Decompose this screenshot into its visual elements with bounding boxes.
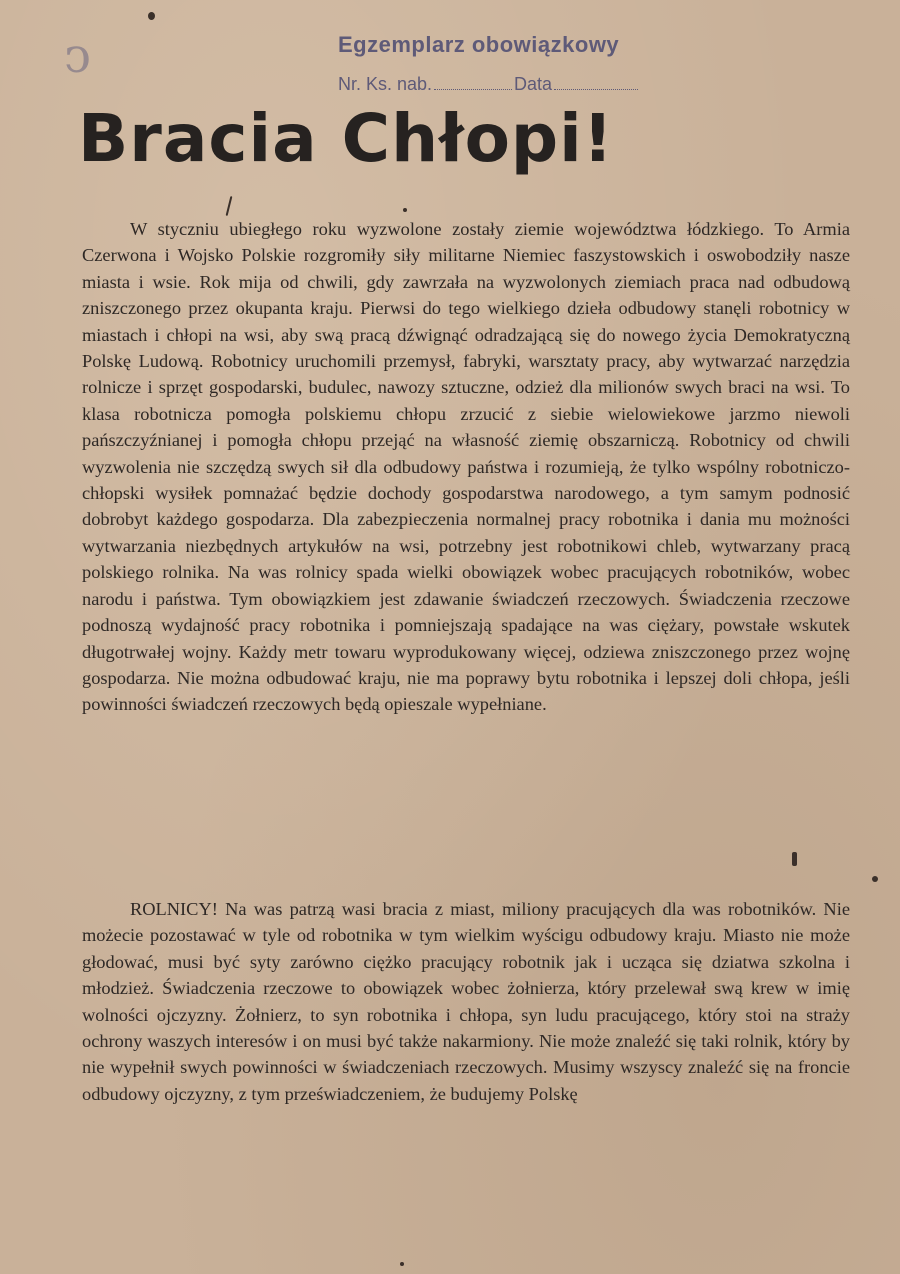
- paragraph-text: ROLNICY! Na was patrzą wasi bracia z miast, miliony pracujących dla was robotników. Nie możecie pozostawać w tyle od robotnika w tym wielkim wyścigu odbudowy kraju. Miasto nie może głodować, musi być syty zarówno ciężko pracujący robotnik jak i ucząca się dziatwa szkolna i młodzież. Świadczenia rzeczowe to obowiązek wobec żołnierza, który przelewał swą krew w imię wolności ojczyzny. Żołnierz, to syn robotnika i chłopa, syn ludu pracującego, który stoi na straży ochrony waszych interesów i on musi być także nakarmiony. Nie może znaleźć się taki rolnik, który by nie wypełnił swych powinności w świadczeniach rzeczowych. Musimy wszyscy znaleźć się na froncie odbudowy ojczyzny, z tym przeświadczeniem, że budujemy Polskę: [82, 899, 850, 1104]
- paper-speck: [403, 208, 407, 212]
- page-title: Bracia Chłopi!: [78, 100, 614, 177]
- paper-speck: [400, 1262, 404, 1266]
- body-paragraph-1: [82, 216, 850, 718]
- library-stamp-fields: [338, 74, 638, 95]
- paper-speck: [148, 12, 155, 20]
- stamp-date-blank: [554, 75, 638, 90]
- stamp-date-label: Data: [514, 74, 553, 94]
- pencil-mark: ↄ: [64, 28, 91, 84]
- stamp-number-label: Nr. Ks. nab.: [338, 74, 433, 94]
- paper-speck: [872, 876, 878, 882]
- paper-speck: [792, 852, 797, 866]
- stamp-number-blank: [434, 75, 512, 90]
- body-paragraph-2: [82, 896, 850, 1107]
- library-stamp-title: Egzemplarz obowiązkowy: [338, 32, 620, 57]
- paragraph-text: W styczniu ubiegłego roku wyzwolone zostały ziemie województwa łódzkiego. To Armia Czerwona i Wojsko Polskie rozgromiły siły militarne Niemiec faszystowskich i oswobodziły nasze miasta i wsie. Rok mija od chwili, gdy zawrzała na wyzwolonych ziemiach praca nad odbudową zniszczonego przez okupanta kraju. Pierwsi do tego wielkiego dzieła odbudowy stanęli robotnicy w miastach i chłopi na wsi, aby swą pracą dźwignąć odradzającą się do nowego życia Demokratyczną Polskę Ludową. Robotnicy uruchomili przemysł, fabryki, warsztaty pracy, aby wytwarzać narzędzia rolnicze i sprzęt gospodarski, budulec, nawozy sztuczne, odzież dla milionów swych braci na wsi. To klasa robotnicza pomogła polskiemu chłopu zrzucić z siebie wielowiekowe jarzmo niewoli pańszczyźnianej i pomogła chłopu przejąć na własność ziemię obszarniczą. Robotnicy od chwili wyzwolenia nie szczędzą swych sił dla odbudowy państwa i rozumieją, że tylko wspólny robotniczo-chłopski wysiłek pomnażać będzie dochody gospodarstwa narodowego, a tym samym podnosić dobrobyt każdego gospodarza. Dla zabezpieczenia normalnej pracy robotnika i dania mu możności wytwarzania niezbędnych artykułów na wsi, potrzebny jest robotnikowi chleb, wytwarzany pracą polskiego rolnika. Na was rolnicy spada wielki obowiązek wobec pracujących robotników, wobec narodu i państwa. Tym obowiązkiem jest zdawanie świadczeń rzeczowych. Świadczenia rzeczowe podnoszą wydajność pracy robotnika i pomniejszają spadające na was ciężary, powstałe wskutek długotrwałej wojny. Każdy metr towaru wyprodukowany więcej, odziewa zniszczonego przez wojnę gospodarza. Nie można odbudować kraju, nie ma poprawy bytu robotnika i lepszej doli chłopa, jeśli powinności świadczeń rzeczowych będą opieszale wypełniane.: [82, 219, 850, 715]
